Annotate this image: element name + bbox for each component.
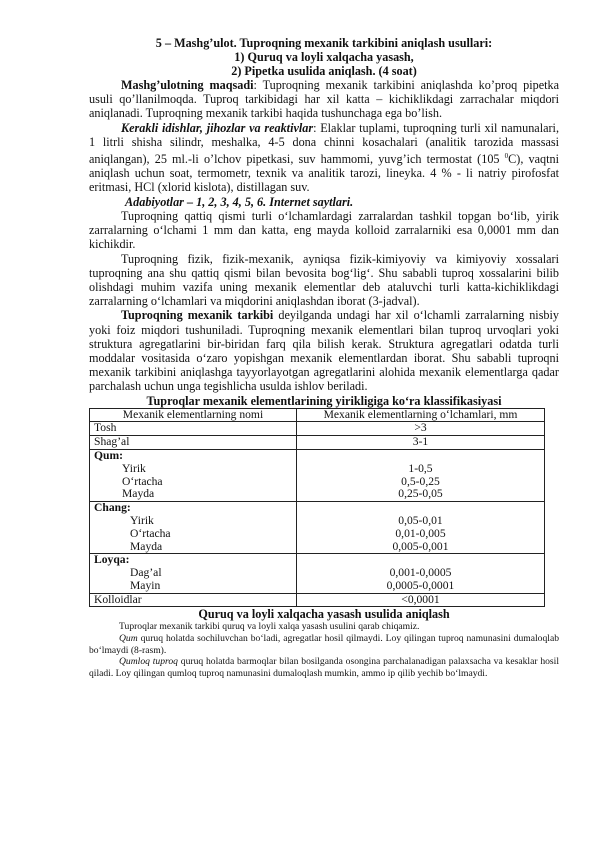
qum-names: [90, 449, 297, 501]
table-row-chang: [90, 502, 545, 554]
subgroup-value: 0,25-0,05: [398, 487, 443, 501]
paragraph-properties: Tuproqning fizik, fizik-mexanik, ayniqsa fizik-kimiyoviy va kimiyoviy xossalari tuproqning ana shu qattiq qismi bilan bevosita bog‘lig‘. Shu sababli tuproq xossalarini bilib olishdagi muhim vazifa uning mexanik elementlar deb ataluvchi turli katta-kichiklikdagi zarralarning o‘lchamlari va miqdorini aniqlashdan iborat (3-jadval).: [89, 251, 559, 309]
subgroup-value: 0,005-0,001: [392, 539, 449, 553]
group-title: Chang:: [94, 501, 131, 515]
subgroup-value: 0,5-0,25: [401, 474, 440, 488]
qum-values: [297, 449, 545, 501]
row-name: Kolloidlar: [90, 593, 297, 607]
equipment-text-b: C), vaqtni aniqlash uchun soat, termometr, texnik va analitik tarozi, lineyka. 4 % - li natriy pirofosfat eritmasi, HCl (xlorid kislota), distillagan suv.: [89, 152, 559, 195]
group-title: Qum:: [94, 448, 123, 462]
goal-text: : Tuproqning mexanik tarkibini aniqlashda ko’proq pipetka usuli qo’llanilmoqda. Tuproq tarkibidagi har xil katta – kichiklikdagi zarrachalar miqdori aniqlanadi. Tuproqning mexanik tarkibi haqida tushunchaga ega bo’lish.: [89, 78, 559, 121]
row-name: Tosh: [90, 422, 297, 436]
table-row-qum: [90, 449, 545, 501]
equipment-paragraph: [89, 121, 559, 195]
equipment-label: Kerakli idishlar, jihozlar va reaktivlar: [121, 120, 314, 135]
paragraph-mechanical-composition: [89, 308, 559, 393]
subgroup-value: 1-0,5: [408, 461, 433, 475]
mechanical-composition-text: deyilganda undagi har xil o‘lchamli zarralarning nisbiy yoki foiz miqdori tushuniladi. Tuproqning mexanik elementlari bilan tuproq urvoqlari yoki struktura agregatlarini bir-biridan farq qila bilish kerak. Struktura agregatlari odatda turli moddalar vositasida o‘zaro yopishgan mexanik elementlardan iborat. Shu sababli tuproqni mexanik tarkibini aniqlashga tayyorlayotgan agregatlarini alohida mexanik elementlarga qadar parchalash uchun unga tegishlicha usulda ishlov beriladi.: [89, 308, 560, 394]
chang-names: [90, 502, 297, 554]
sandy-loam-label: Qumloq tuproq: [119, 656, 178, 668]
subgroup-value: 0,05-0,01: [398, 513, 443, 527]
subgroup-name: Mayda: [130, 539, 163, 553]
subgroup-value: 0,0005-0,0001: [386, 578, 455, 592]
row-name: Shag’al: [90, 436, 297, 450]
sand-label: Qum: [119, 633, 138, 645]
goal-paragraph: [89, 78, 559, 121]
subgroup-name: Dag’al: [130, 566, 162, 580]
document-page: [89, 36, 559, 679]
subgroup-name: Yirik: [130, 513, 154, 527]
row-value: >3: [297, 422, 545, 436]
subgroup-name: Yirik: [122, 461, 146, 475]
subgroup-name: Mayda: [122, 487, 155, 501]
header-cell-size: Mexanik elementlarning o‘lchamlari, mm: [297, 408, 545, 422]
table-row: [90, 422, 545, 436]
method-2-title: 2) Pipetka usulida aniqlash. (4 soat): [231, 64, 417, 78]
table-row-loyqa: [90, 554, 545, 593]
paragraph-solid-part: Tuproqning qattiq qismi turli o‘lchamlardagi zarralardan tashkil topgan bo‘lib, yirik zarralarning o‘lchami 1 mm dan katta, eng mayda kolloid zarralarniki esa 0,0001 mm dan kichikdir.: [89, 208, 559, 252]
mechanical-composition-label: Tuproqning mexanik tarkibi: [121, 308, 274, 323]
loyqa-values: [297, 554, 545, 593]
chang-values: [297, 502, 545, 554]
degree-superscript: 0: [504, 152, 509, 161]
lesson-title: 5 – Mashg’ulot. Tuproqning mexanik tarkibini aniqlash usullari:: [155, 36, 493, 50]
row-value: <0,0001: [297, 593, 545, 607]
table-caption: Tuproqlar mexanik elementlarining yirikligiga ko‘ra klassifikasiyasi: [146, 393, 502, 408]
sand-paragraph: [89, 633, 559, 656]
subgroup-name: O‘rtacha: [130, 526, 171, 540]
section-title: Quruq va loyli xalqacha yasash usulida aniqlash: [198, 607, 450, 622]
subgroup-value: 0,001-0,0005: [389, 566, 452, 580]
group-title: Loyqa:: [94, 553, 130, 567]
literature-line: Adabiyotlar – 1, 2, 3, 4, 5, 6. Internet saytlari.: [125, 194, 354, 209]
subgroup-name: O‘rtacha: [122, 474, 163, 488]
sand-text: quruq holatda sochiluvchan bo‘ladi, agregatlar hosil qilmaydi. Loy qilingan tuproq namunasini dumaloqlab bo‘lmaydi (8-rasm).: [89, 633, 559, 656]
table-row: [90, 436, 545, 450]
method-1-title: 1) Quruq va loyli xalqacha yasash,: [234, 50, 414, 64]
classification-table: [89, 408, 545, 608]
sandy-loam-paragraph: [89, 656, 559, 679]
loyqa-names: [90, 554, 297, 593]
sandy-loam-text: quruq holatda barmoqlar bilan bosilganda osongina parchalanadigan palaxsacha va kesaklar hosil qiladi. Loy qilingan qumloq tuproq namunasini dumaloqlash mumkin, ammo ip qilib yechib bo‘lmaydi.: [89, 656, 559, 679]
equipment-text-a: : Elaklar tuplami, tuproqning turli xil namunalari, 1 litrli shisha silindr, meshalka, 4-5 dona chinni kosachalari (analitik tarozida massasi aniqlangan), 25 ml.-li o’lchov pipetkasi, suv hammomi, yuvg’ich termostat (105: [89, 120, 559, 167]
section-intro: Tuproqlar mexanik tarkibi quruq va loyli xalqa yasash usulini qarab chiqamiz.: [119, 621, 420, 633]
row-value: 3-1: [297, 436, 545, 450]
subgroup-value: 0,01-0,005: [395, 526, 446, 540]
header-cell-name: Mexanik elementlarning nomi: [90, 408, 297, 422]
table-header-row: [90, 408, 545, 422]
goal-label: Mashg’ulotning maqsadi: [121, 78, 254, 92]
subgroup-name: Mayin: [130, 578, 161, 592]
table-row: [90, 593, 545, 607]
